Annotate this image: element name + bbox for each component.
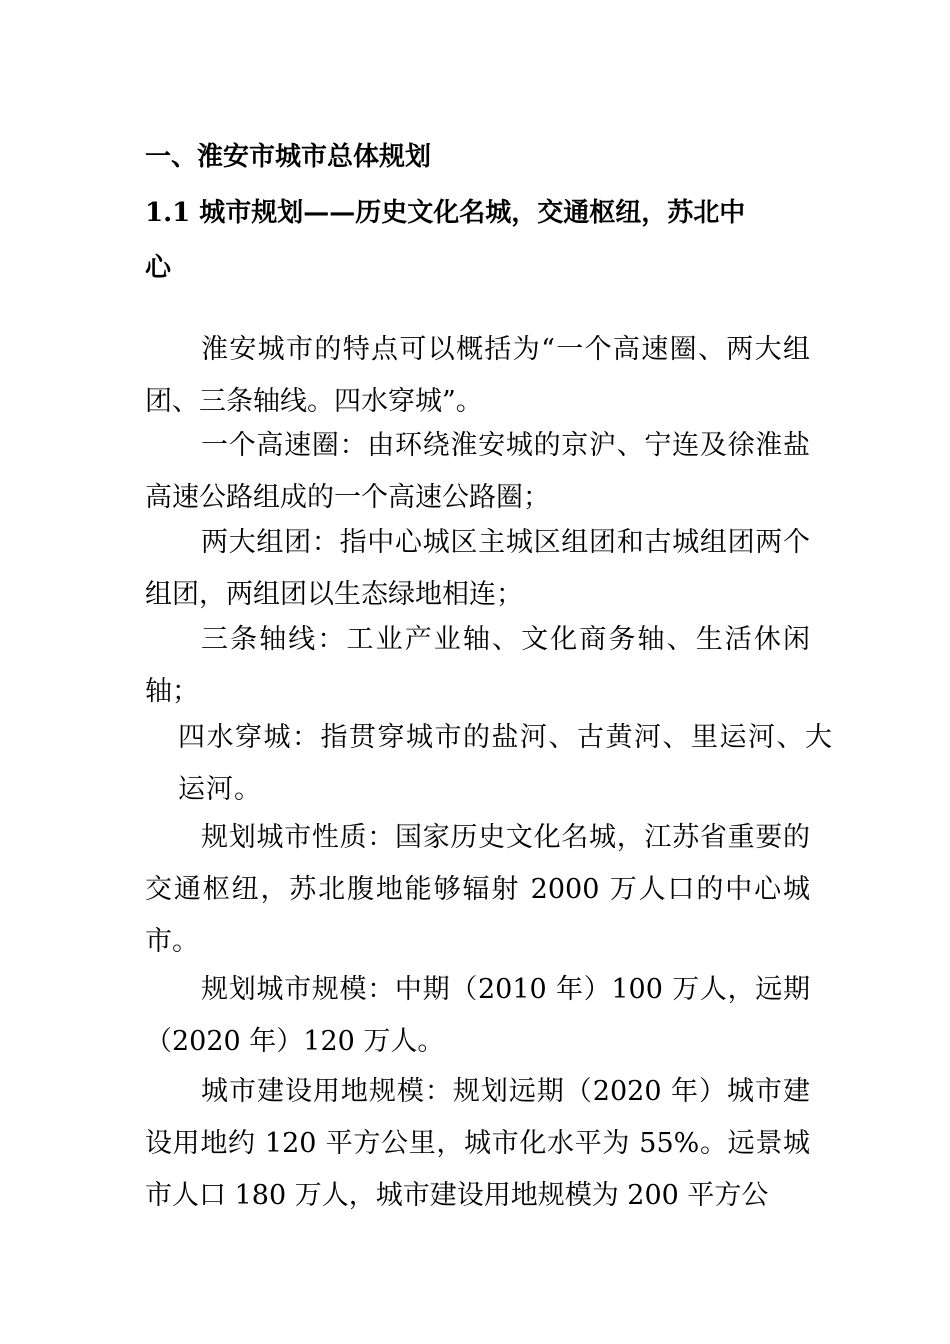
paragraph-city-scale: 规划城市规模：中期（2010 年）100 万人，远期（2020 年）120 万人。	[145, 974, 810, 1057]
paragraph-city-features: 淮安城市的特点可以概括为“一个高速圈、两大组团、三条轴线。四水穿城”。	[145, 334, 810, 417]
section-heading: 一、淮安市城市总体规划	[145, 142, 432, 172]
paragraph-two-clusters: 两大组团：指中心城区主城区组团和古城组团两个组团，两组团以生态绿地相连；	[145, 527, 810, 610]
paragraph-four-rivers: 四水穿城：指贯穿城市的盐河、古黄河、里运河、大运河。	[178, 722, 833, 805]
subsection-heading-line-2: 心	[145, 253, 172, 283]
paragraph-highway-ring: 一个高速圈：由环绕淮安城的京沪、宁连及徐淮盐高速公路组成的一个高速公路圈；	[145, 430, 810, 513]
paragraph-city-nature: 规划城市性质：国家历史文化名城，江苏省重要的交通枢纽，苏北腹地能够辐射 2000 万人口的中心城市。	[145, 822, 810, 957]
subsection-heading-line-1: 1.1 城市规划——历史文化名城，交通枢纽，苏北中	[145, 198, 746, 228]
paragraph-land-use-scale: 城市建设用地规模：规划远期（2020 年）城市建设用地约 120 平方公里，城市化水平为 55%。远景城市人口 180 万人，城市建设用地规模为 200 平方公	[145, 1076, 810, 1211]
paragraph-three-axes: 三条轴线：工业产业轴、文化商务轴、生活休闲轴；	[145, 624, 810, 707]
